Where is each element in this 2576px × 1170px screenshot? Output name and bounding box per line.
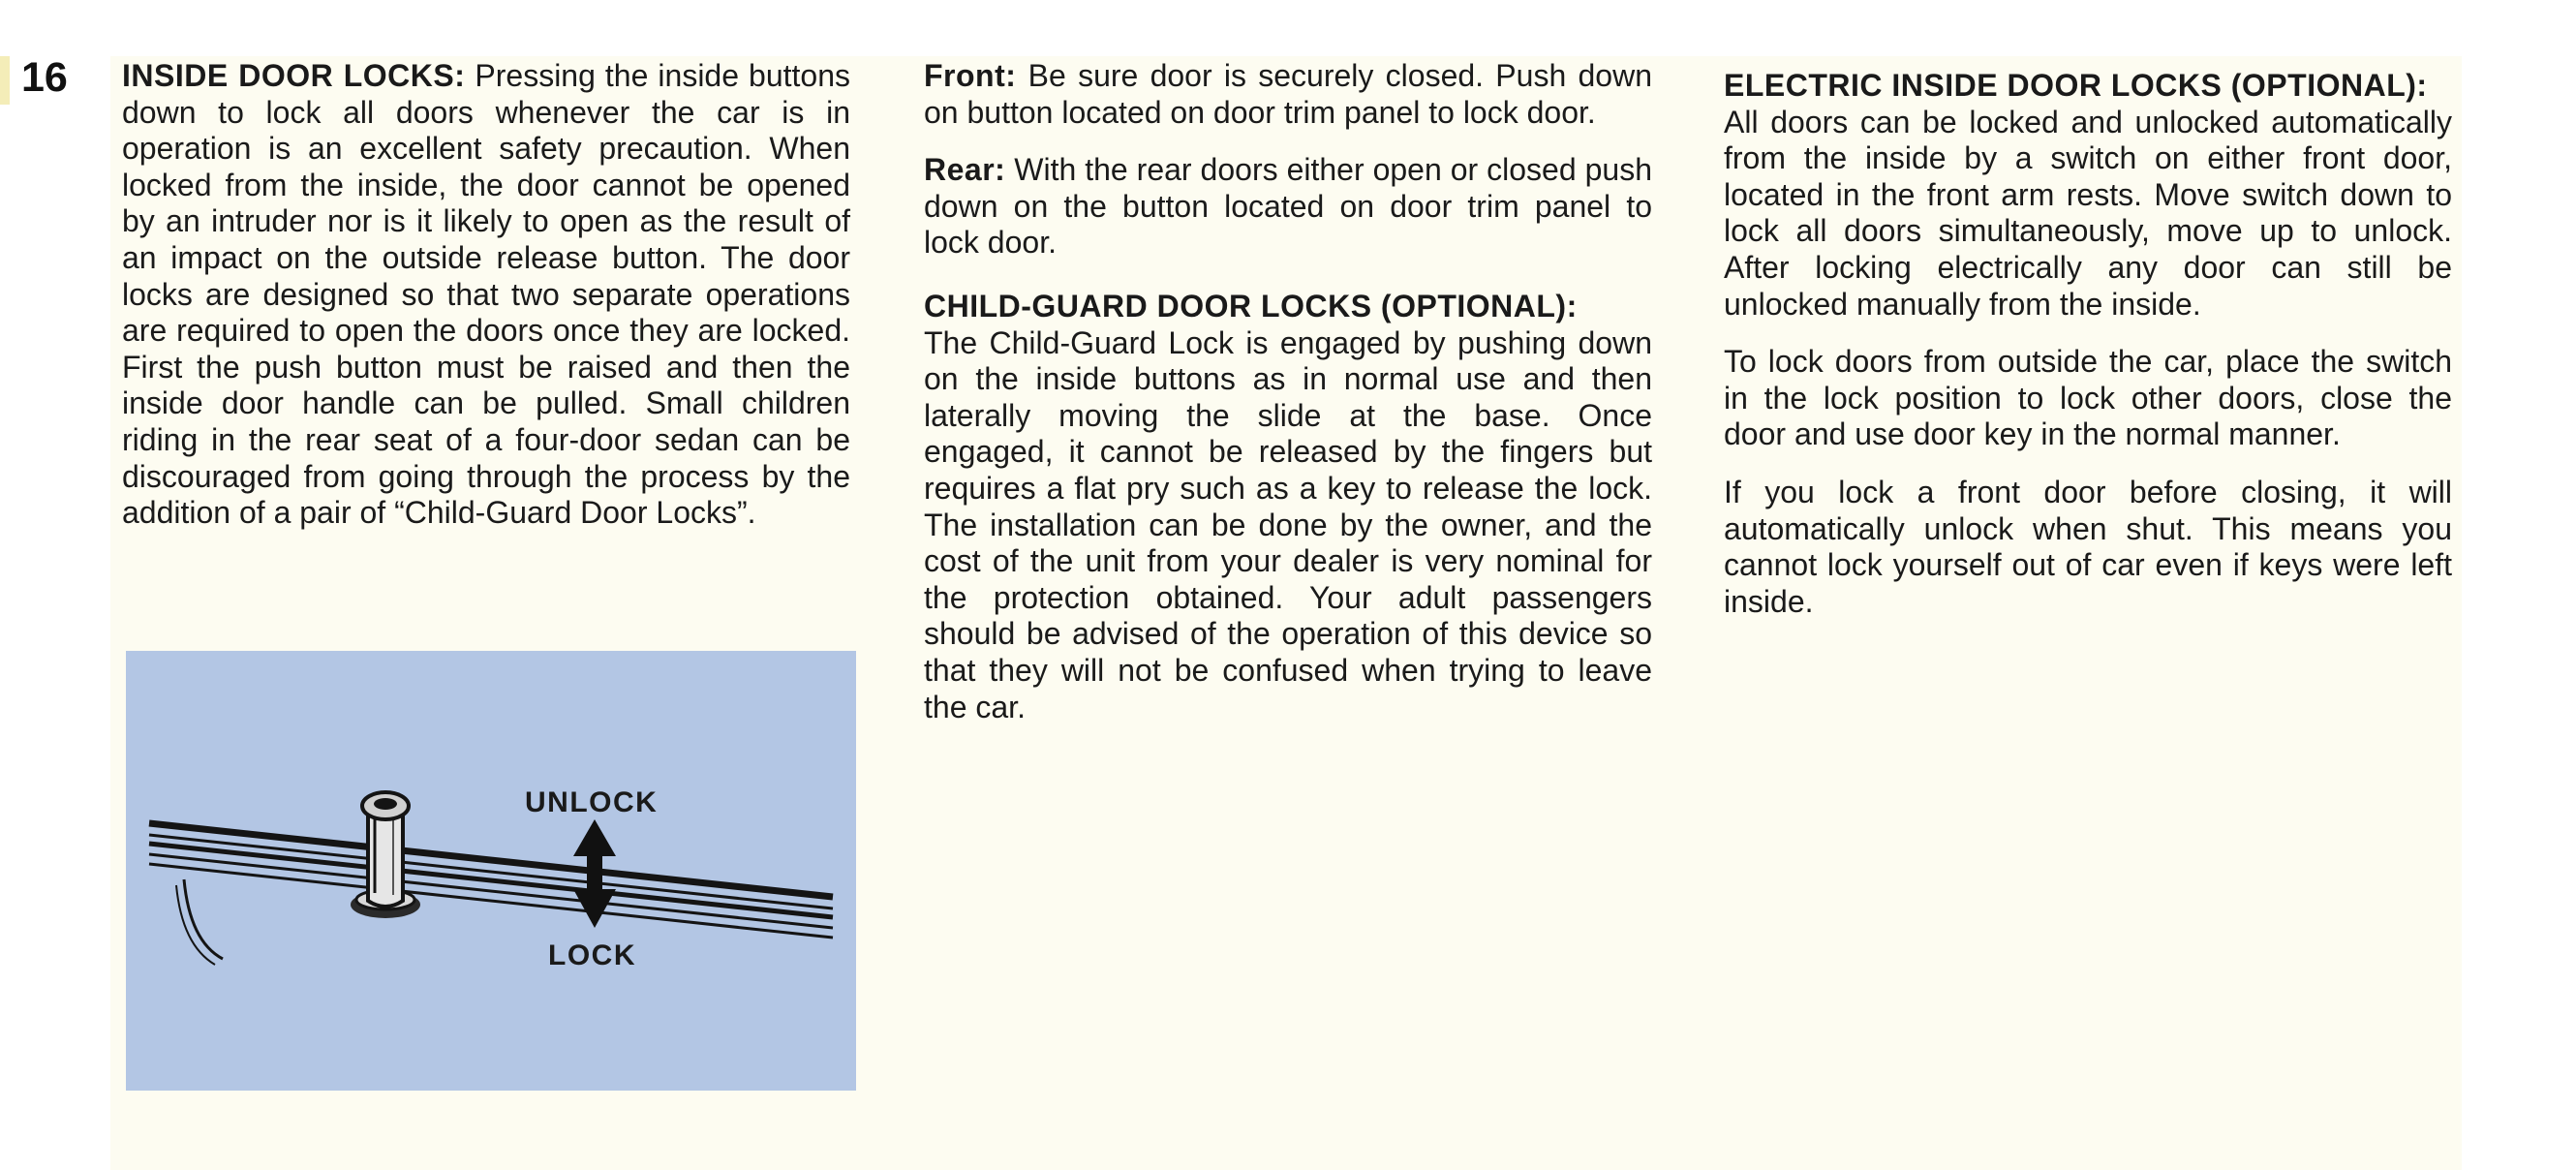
door-lock-instructions-section bbox=[924, 58, 1652, 747]
lock-label: LOCK bbox=[548, 939, 636, 971]
child-guard-heading: CHILD-GUARD DOOR LOCKS (OPTIONAL): bbox=[924, 288, 1578, 323]
child-guard-body: The Child-Guard Lock is engaged by pushing down on the inside buttons as in normal use and then laterally moving the slide at the base. Once engaged, it cannot be released by the fingers but requires a flat pry such as a key to release the lock. The installation can be done by the owner, and the cost of the unit from your dealer is very nominal for the protection obtained. Your adult passengers should be advised of the operation of this device so that they will not be confused when trying to leave the car. bbox=[924, 324, 1652, 724]
front-heading: Front: bbox=[924, 58, 1017, 93]
electric-locks-body-1: All doors can be locked and unlocked automatically from the inside by a switch on either front door, located in the front arm rests. Move switch down to lock all doors simultaneously, move up to unlock. After locking electrically any door can still be unlocked manually from the inside. bbox=[1724, 104, 2452, 322]
inside-door-locks-body: Pressing the inside buttons down to lock all doors whenever the car is in operation is an excellent safety precaution. When locked from the inside, the door cannot be opened by an intruder nor is it likely to open as the result of an impact on the outside release button. The door locks are designed so that two separate operations are required to open the doors once they are locked. First the push button must be raised and then the inside door handle can be pulled. Small children riding in the rear seat of a four-door sedan can be discouraged from going through the process by the addition of a pair of “Child-Guard Door Locks”. bbox=[122, 58, 850, 531]
page-tab-marker bbox=[0, 56, 10, 105]
rear-heading: Rear: bbox=[924, 152, 1006, 188]
inside-door-locks-paragraph bbox=[122, 58, 850, 532]
front-body: Be sure door is securely closed. Push down on button located on door trim panel to lock door. bbox=[924, 58, 1652, 130]
unlock-label: UNLOCK bbox=[525, 786, 659, 818]
electric-locks-paragraph-2: To lock doors from outside the car, place the switch in the lock position to lock other doors, close the door and use door key in the normal manner. bbox=[1724, 344, 2452, 452]
inside-door-locks-heading: INSIDE DOOR LOCKS: bbox=[122, 58, 466, 93]
front-door-paragraph bbox=[924, 58, 1652, 131]
rear-door-paragraph bbox=[924, 152, 1652, 262]
electric-locks-paragraph-1 bbox=[1724, 68, 2452, 323]
door-edge-line bbox=[184, 879, 223, 959]
lock-button-knob bbox=[351, 792, 420, 918]
electric-door-locks-section bbox=[1724, 68, 2452, 641]
door-lock-drawing bbox=[126, 651, 856, 1091]
door-lock-illustration bbox=[126, 651, 856, 1091]
page-number: 16 bbox=[21, 54, 68, 101]
door-trim-rail bbox=[149, 823, 833, 938]
child-guard-paragraph bbox=[924, 289, 1652, 725]
rear-body: With the rear doors either open or closed push down on the button located on door trim panel to lock door. bbox=[924, 152, 1652, 261]
inside-door-locks-section bbox=[122, 58, 850, 553]
electric-locks-paragraph-3: If you lock a front door before closing, it will automatically unlock when shut. This means you cannot lock yourself out of car even if keys were left inside. bbox=[1724, 474, 2452, 619]
electric-locks-heading: ELECTRIC INSIDE DOOR LOCKS (OPTIONAL): bbox=[1724, 68, 2428, 103]
